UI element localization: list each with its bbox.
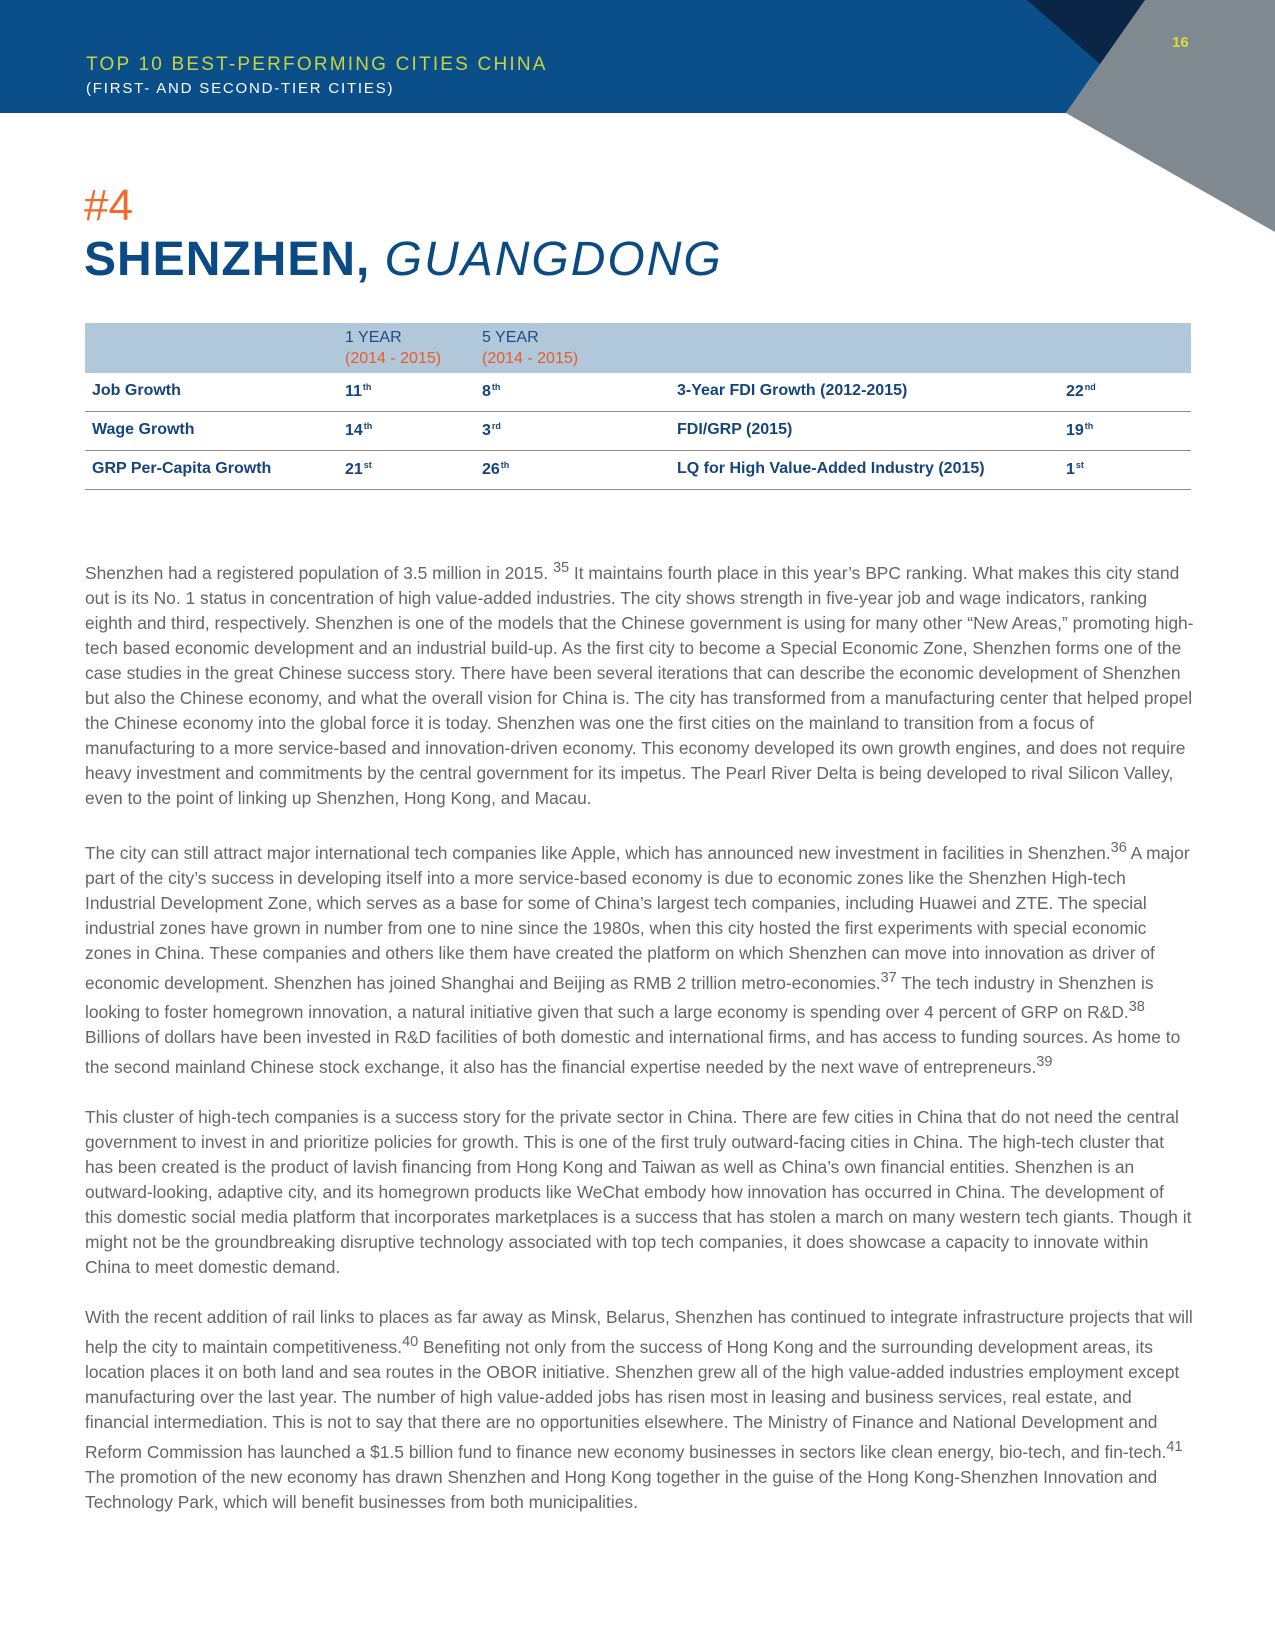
province-name: GUANGDONG [384,233,723,286]
column-period: (2014 - 2015) [345,350,442,367]
city-title [84,233,723,286]
one-year-rank: 14th [345,421,373,439]
footnote-ref: 41 [1166,1438,1183,1455]
table-header [85,323,1191,373]
paragraph-2: The city can still attract major international tech companies like Apple, which has announced new investment in facilities in Shenzhen.$^{36}$ A major part of the city’s success in developing itself into a more service-based economy is due to economic zones like the Shenzhen High-tech Industrial Development Zone, which serves as a base for some of China’s largest tech companies, including Huawei and ZTE. The special industrial zones have grown in number from one to nine since the 1980s, when this city hosted the first experiments with special economic zones in China. These companies and others like them have created the platform on which Shenzhen can move into innovation as driver of economic development. Shenzhen has joined Shanghai and Beijing as RMB 2 trillion metro-economies.$^{37}$ The tech industry in Shenzhen is looking to foster homegrown innovation, a natural initiative given that such a large economy is spending over 4 percent of GRP on R&D.$^{38}$ Billions of dollars have been invested in R&D facilities of both domestic and international firms, and has access to funding sources. As home to the second mainland Chinese stock exchange, it also has the financial expertise needed by the next wave of entrepreneurs.$^{39}$ [85,839,1190,1077]
metric-rank-2: 22nd [1066,382,1096,400]
metric-label: GRP Per-Capita Growth [92,460,272,477]
column-label: 1 YEAR [345,329,402,346]
five-year-rank: 26th [482,460,510,478]
five-year-rank: 8th [482,382,501,400]
header-banner [0,0,1275,240]
header-subtitle: (FIRST- AND SECOND-TIER CITIES) [86,80,395,97]
table-row [85,412,1191,451]
one-year-rank: 21st [345,460,372,478]
table-row [85,373,1191,412]
city-rank: #4 [84,181,133,230]
metric-rank-2: 1st [1066,460,1084,478]
footnote-ref: 37 [880,969,897,986]
footnote-ref: 39 [1036,1054,1053,1071]
paragraph-3: This cluster of high-tech companies is a success story for the private sector in China. There are few cities in China that do not need the central government to invest in and prioritize policies for growth. This is one of the first truly outward-facing cities in China. The high-tech cluster that has been created is the product of lavish financing from Hong Kong and Taiwan as well as China’s own financial entities. Shenzhen is an outward-looking, adaptive city, and its homegrown products like WeChat embody how innovation has occurred in China. The development of this domestic social media platform that incorporates marketplaces is a success that has stolen a march on many western tech giants. Though it might not be the groundbreaking disruptive technology associated with top tech companies, it does showcase a capacity to innovate within China to meet domestic demand. [85,1106,1192,1277]
ranking-table [85,323,1191,490]
footnote-ref: 40 [402,1333,419,1350]
five-year-rank: 3rd [482,421,501,439]
header-title: TOP 10 BEST-PERFORMING CITIES CHINA [86,54,548,75]
paragraph-1: Shenzhen had a registered population of 3.5 million in 2015. $^{35}$ It maintains fourth place in this year’s BPC ranking. What makes this city stand out is its No. 1 status in concentration of high value-added industries. The city shows strength in five-year job and wage indicators, ranking eighth and third, respectively. Shenzhen is one of the models that the Chinese government is using for many other “New Areas,” promoting high-tech based economic development and an industrial build-up. As the first city to become a Special Economic Zone, Shenzhen forms one of the case studies in the great Chinese success story. There have been several iterations that can describe the economic development of Shenzhen but also the Chinese economy, and what the overall vision for China is. The city has transformed from a manufacturing center that helped propel the Chinese economy into the global force it is today. Shenzhen was one the first cities on the mainland to transition from a focus of manufacturing to a more service-based and innovation-driven economy. This economy developed its own growth engines, and does not require heavy investment and commitments by the central government for its impetus. The Pearl River Delta is being developed to rival Silicon Valley, even to the point of linking up Shenzhen, Hong Kong, and Macau. [85,560,1194,808]
metric-label: Wage Growth [92,421,195,438]
column-label: 5 YEAR [482,329,539,346]
article-body [85,556,1195,1540]
metric-rank-2: 19th [1066,421,1094,439]
page-number: 16 [1172,34,1189,51]
metric-label-2: 3-Year FDI Growth (2012-2015) [677,382,908,399]
footnote-ref: 36 [1110,839,1127,856]
metric-label-2: FDI/GRP (2015) [677,421,793,438]
table-row [85,451,1191,490]
column-header-5-year [482,327,578,369]
one-year-rank: 11th [345,382,372,400]
city-name: SHENZHEN, [84,233,371,286]
paragraph-4: With the recent addition of rail links to places as far away as Minsk, Belarus, Shenzhen has continued to integrate infrastructure projects that will help the city to maintain competitiveness.$^{40}$ Benefiting not only from the success of Hong Kong and the surrounding development areas, its location places it on both land and sea routes in the OBOR initiative. Shenzhen grew all of the high value-added industries employment except manufacturing over the last year. The number of high value-added jobs has risen most in leasing and business services, real estate, and financial intermediation. This is not to say that there are no opportunities elsewhere. The Ministry of Finance and National Development and Reform Commission has launched a $1.5 billion fund to finance new economy businesses in sectors like clean energy, bio-tech, and fin-tech.$^{41}$ The promotion of the new economy has drawn Shenzhen and Hong Kong together in the guise of the Hong Kong-Shenzhen Innovation and Technology Park, which will benefit businesses from both municipalities. [85,1306,1193,1512]
column-period: (2014 - 2015) [482,350,579,367]
metric-label-2: LQ for High Value-Added Industry (2015) [677,460,985,477]
footnote-ref: 38 [1128,999,1145,1016]
column-header-1-year [345,327,441,369]
footnote-ref: 35 [552,560,570,576]
metric-label: Job Growth [92,382,181,399]
